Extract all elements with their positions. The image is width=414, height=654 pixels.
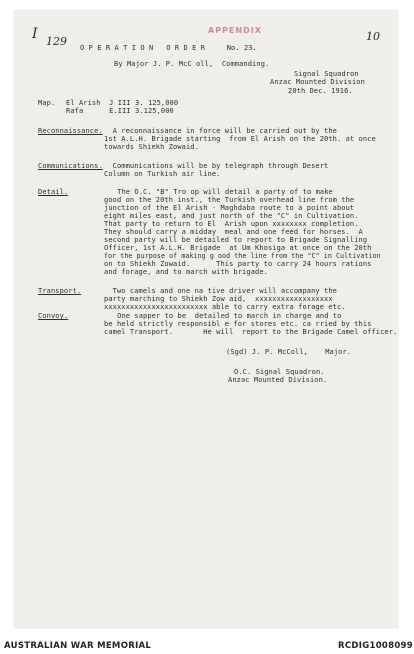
detail-heading: Detail. [38,188,69,196]
detail-line: and forage, and to march with brigade. [104,268,268,276]
unit-line-1: Signal Squadron [294,70,359,78]
detail-line: They should carry a midday meal and one feed for horses. A [104,228,363,236]
transport-line: Two camels and one na tive driver will accompany the [104,287,337,295]
map-ref-2: Rafa E.III 3.125,000 [66,107,174,115]
detail-line: The O.C. "B" Tro op will detail a party of to make [74,188,333,196]
transport-line: xxxxxxxxxxxxxxxxxxxxxxxx able to carry extra forage etc. [104,303,346,311]
detail-line: on to Shiekh Zowaid. This party to carry 24 hours rations [104,260,372,268]
reconnaissance-line: towards Shiekh Zowaid. [104,143,199,151]
handwritten-page-number: 10 [366,30,380,43]
handwritten-roman-numeral: I [32,26,38,42]
detail-line: second party will be detailed to report to Brigade Signalling [104,236,368,244]
appendix-stamp: APPENDIX [208,26,262,35]
date-line: 20th Dec. 1916. [288,87,353,95]
order-heading: O P E R A T I O N O R D E R No. 23. [80,44,257,52]
signature-title: O.C. Signal Squadron. [234,368,325,376]
detail-line: junction of the El Arish - Maghdaba route to a point about [104,204,355,212]
convoy-line: camel Transport. He will report to the Brigade Camel officer. [104,328,398,336]
communications-line: Communications will be by telegraph through Desert [104,162,329,170]
transport-heading: Transport. [38,287,82,295]
reconnaissance-line: 1st A.L.H. Brigade starting from El Arish on the 20th. at once [104,135,376,143]
detail-line: good on the 20th inst., the Turkish overhead line from the [104,196,355,204]
map-ref-1: El Arish J III 3. 125,000 [66,99,179,107]
detail-line: for the purpose of making g ood the line from the "C" in Cultivation [104,252,381,260]
unit-line-2: Anzac Mounted Division [270,78,365,86]
communications-heading: Communications. [38,162,103,170]
by-line: By Major J. P. McC oll, Commanding. [114,60,270,68]
handwritten-folio-number: 129 [46,35,67,48]
communications-line: Column on Turkish air line. [104,170,221,178]
transport-line: party marching to Shiekh Zow aid, xxxxxxxxxxxxxxxxxx [104,295,333,303]
reconnaissance-line: A reconnaissance in force will be carried out by the [104,127,337,135]
maps-label: Map. [38,99,56,107]
detail-line: eight miles east, and just north of the "C" in Cultivation. [104,212,359,220]
convoy-line: be held strictly responsibl e for stores etc. ca rried by this [104,320,372,328]
footer-institution: AUSTRALIAN WAR MEMORIAL [4,641,152,651]
detail-line: That party to return to El Arish upon xxxxxxxx completion. [104,220,359,228]
convoy-line: One sapper to be detailed to march in charge and to [74,312,342,320]
convoy-heading: Convoy. [38,312,69,320]
footer-record-id: RCDIG1008099 [338,641,413,651]
signature-unit: Anzac Mounted Division. [228,376,328,384]
reconnaissance-heading: Reconnaissance. [38,127,103,135]
signature-line: (Sgd) J. P. McColl, Major. [226,348,352,356]
detail-line: Officer, 1st A.L.H. Brigade at Um Khosiga at once on the 20th [104,244,372,252]
